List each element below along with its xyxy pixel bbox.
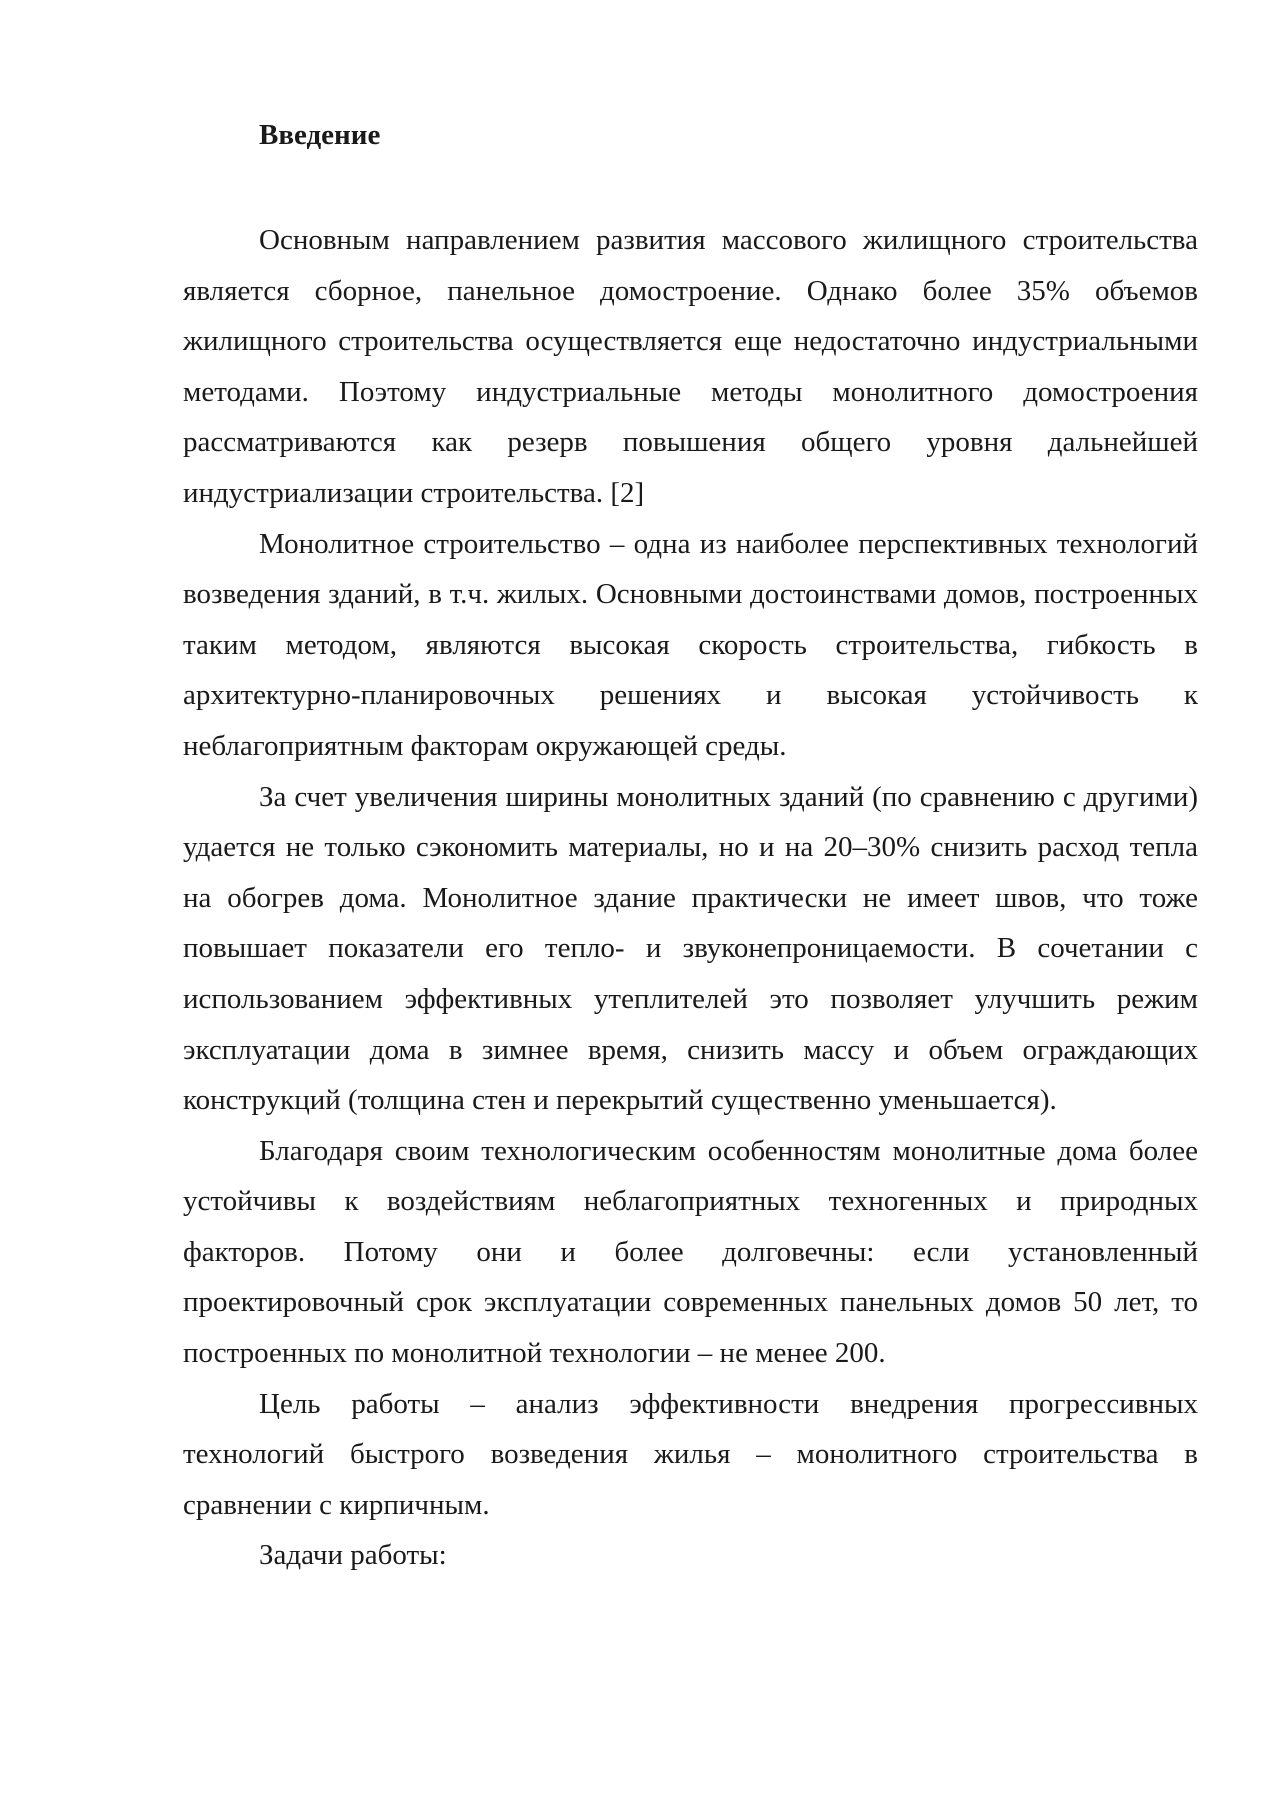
paragraph-work-goal: Цель работы – анализ эффективности внедрения прогрессивных технологий быстрого возведения жилья – монолитного строительства в сравнении с кирпичным.: [183, 1387, 1198, 1521]
paragraph-work-tasks: Задачи работы:: [259, 1539, 447, 1572]
section-heading: Введение: [259, 119, 381, 151]
document-body: [183, 110, 1198, 1581]
paragraph-durability: Благодаря своим технологическим особенностям монолитные дома более устойчивы к воздействиям неблагоприятных техногенных и природных факторов. Потому они и более долговечны: если установленный проектировочный срок эксплуатации современных панельных домов 50 лет, то построенных по монолитной технологии – не менее 200.: [183, 1134, 1198, 1370]
paragraph-main-direction: Основным направлением развития массового жилищного строительства является сборное, панельное домостроение. Однако более 35% объемов жилищного строительства осуществляется еще недостаточно индустриальными методами. Поэтому индустриальные методы монолитного домостроения рассматриваются как резерв повышения общего уровня дальнейшей индустриализации строительства. [2]: [183, 224, 1198, 509]
paragraph-building-width: За счет увеличения ширины монолитных зданий (по сравнению с другими) удается не только сэкономить материалы, но и на 20–30% снизить расход тепла на обогрев дома. Монолитное здание практически не имеет швов, что тоже повышает показатели его тепло- и звуконепроницаемости. В сочетании с использованием эффективных утеплителей это позволяет улучшить режим эксплуатации дома в зимнее время, снизить массу и объем ограждающих конструкций (толщина стен и перекрытий существенно уменьшается).: [183, 780, 1198, 1117]
paragraph-monolithic-advantages: Монолитное строительство – одна из наиболее перспективных технологий возведения зданий, в т.ч. жилых. Основными достоинствами домов, построенных таким методом, являются высокая скорость строительства, гибкость в архитектурно-планировочных решениях и высокая устойчивость к неблагоприятным факторам окружающей среды.: [183, 527, 1198, 762]
